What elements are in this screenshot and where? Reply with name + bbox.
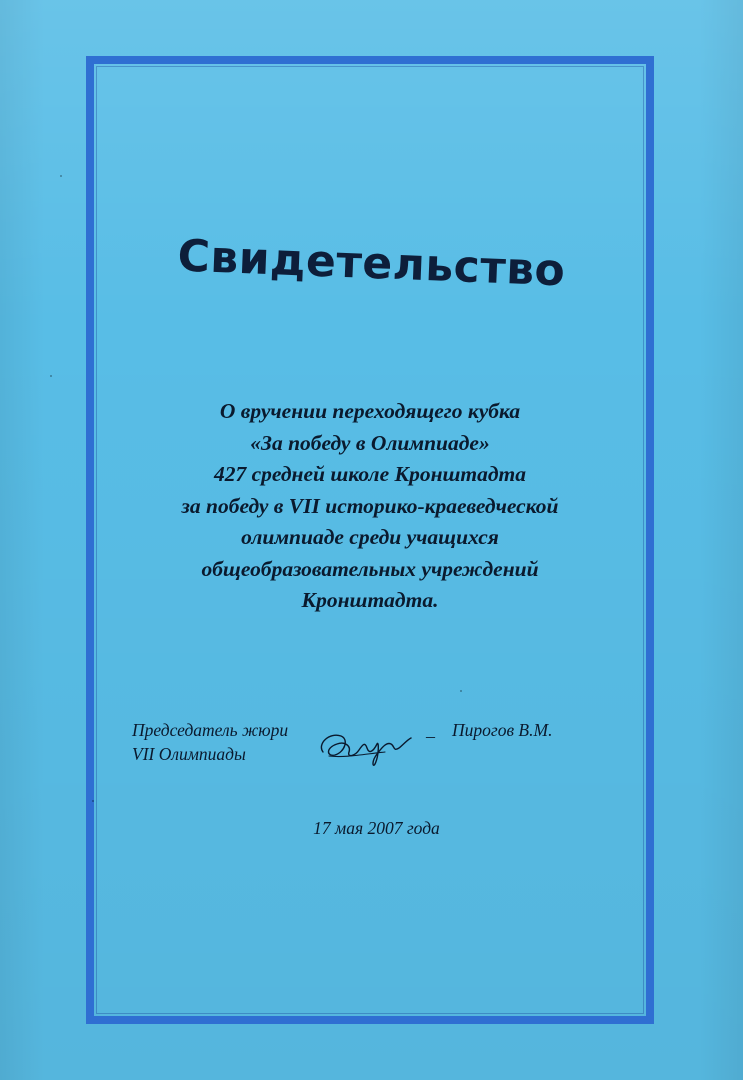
- signatory-role-line-1: Председатель жюри: [132, 720, 289, 740]
- certificate-title: Свидетельство: [176, 230, 567, 297]
- body-line: общеобразовательных учреждений: [201, 556, 539, 581]
- handwritten-signature-icon: [315, 722, 425, 770]
- paper-speck: [50, 375, 52, 377]
- body-line: за победу в VII историко-краеведческой: [181, 493, 559, 518]
- paper-speck: [92, 800, 94, 802]
- signature-dash: –: [426, 726, 435, 746]
- body-line: 427 средней школе Кронштадта: [213, 462, 527, 486]
- paper-speck: [60, 175, 62, 177]
- signatory-role: [132, 718, 288, 766]
- body-line: олимпиаде среди учащихся: [241, 525, 499, 549]
- body-line: «За победу в Олимпиаде»: [250, 430, 490, 455]
- signatory-name: Пирогов В.М.: [452, 720, 553, 740]
- certificate-date: 17 мая 2007 года: [313, 818, 440, 838]
- signatory-role-line-2: VII Олимпиады: [132, 744, 246, 764]
- paper-speck: [460, 690, 462, 692]
- body-line: Кронштадта.: [301, 588, 439, 612]
- body-line: О вручении переходящего кубка: [219, 399, 521, 423]
- certificate-body: [110, 396, 630, 617]
